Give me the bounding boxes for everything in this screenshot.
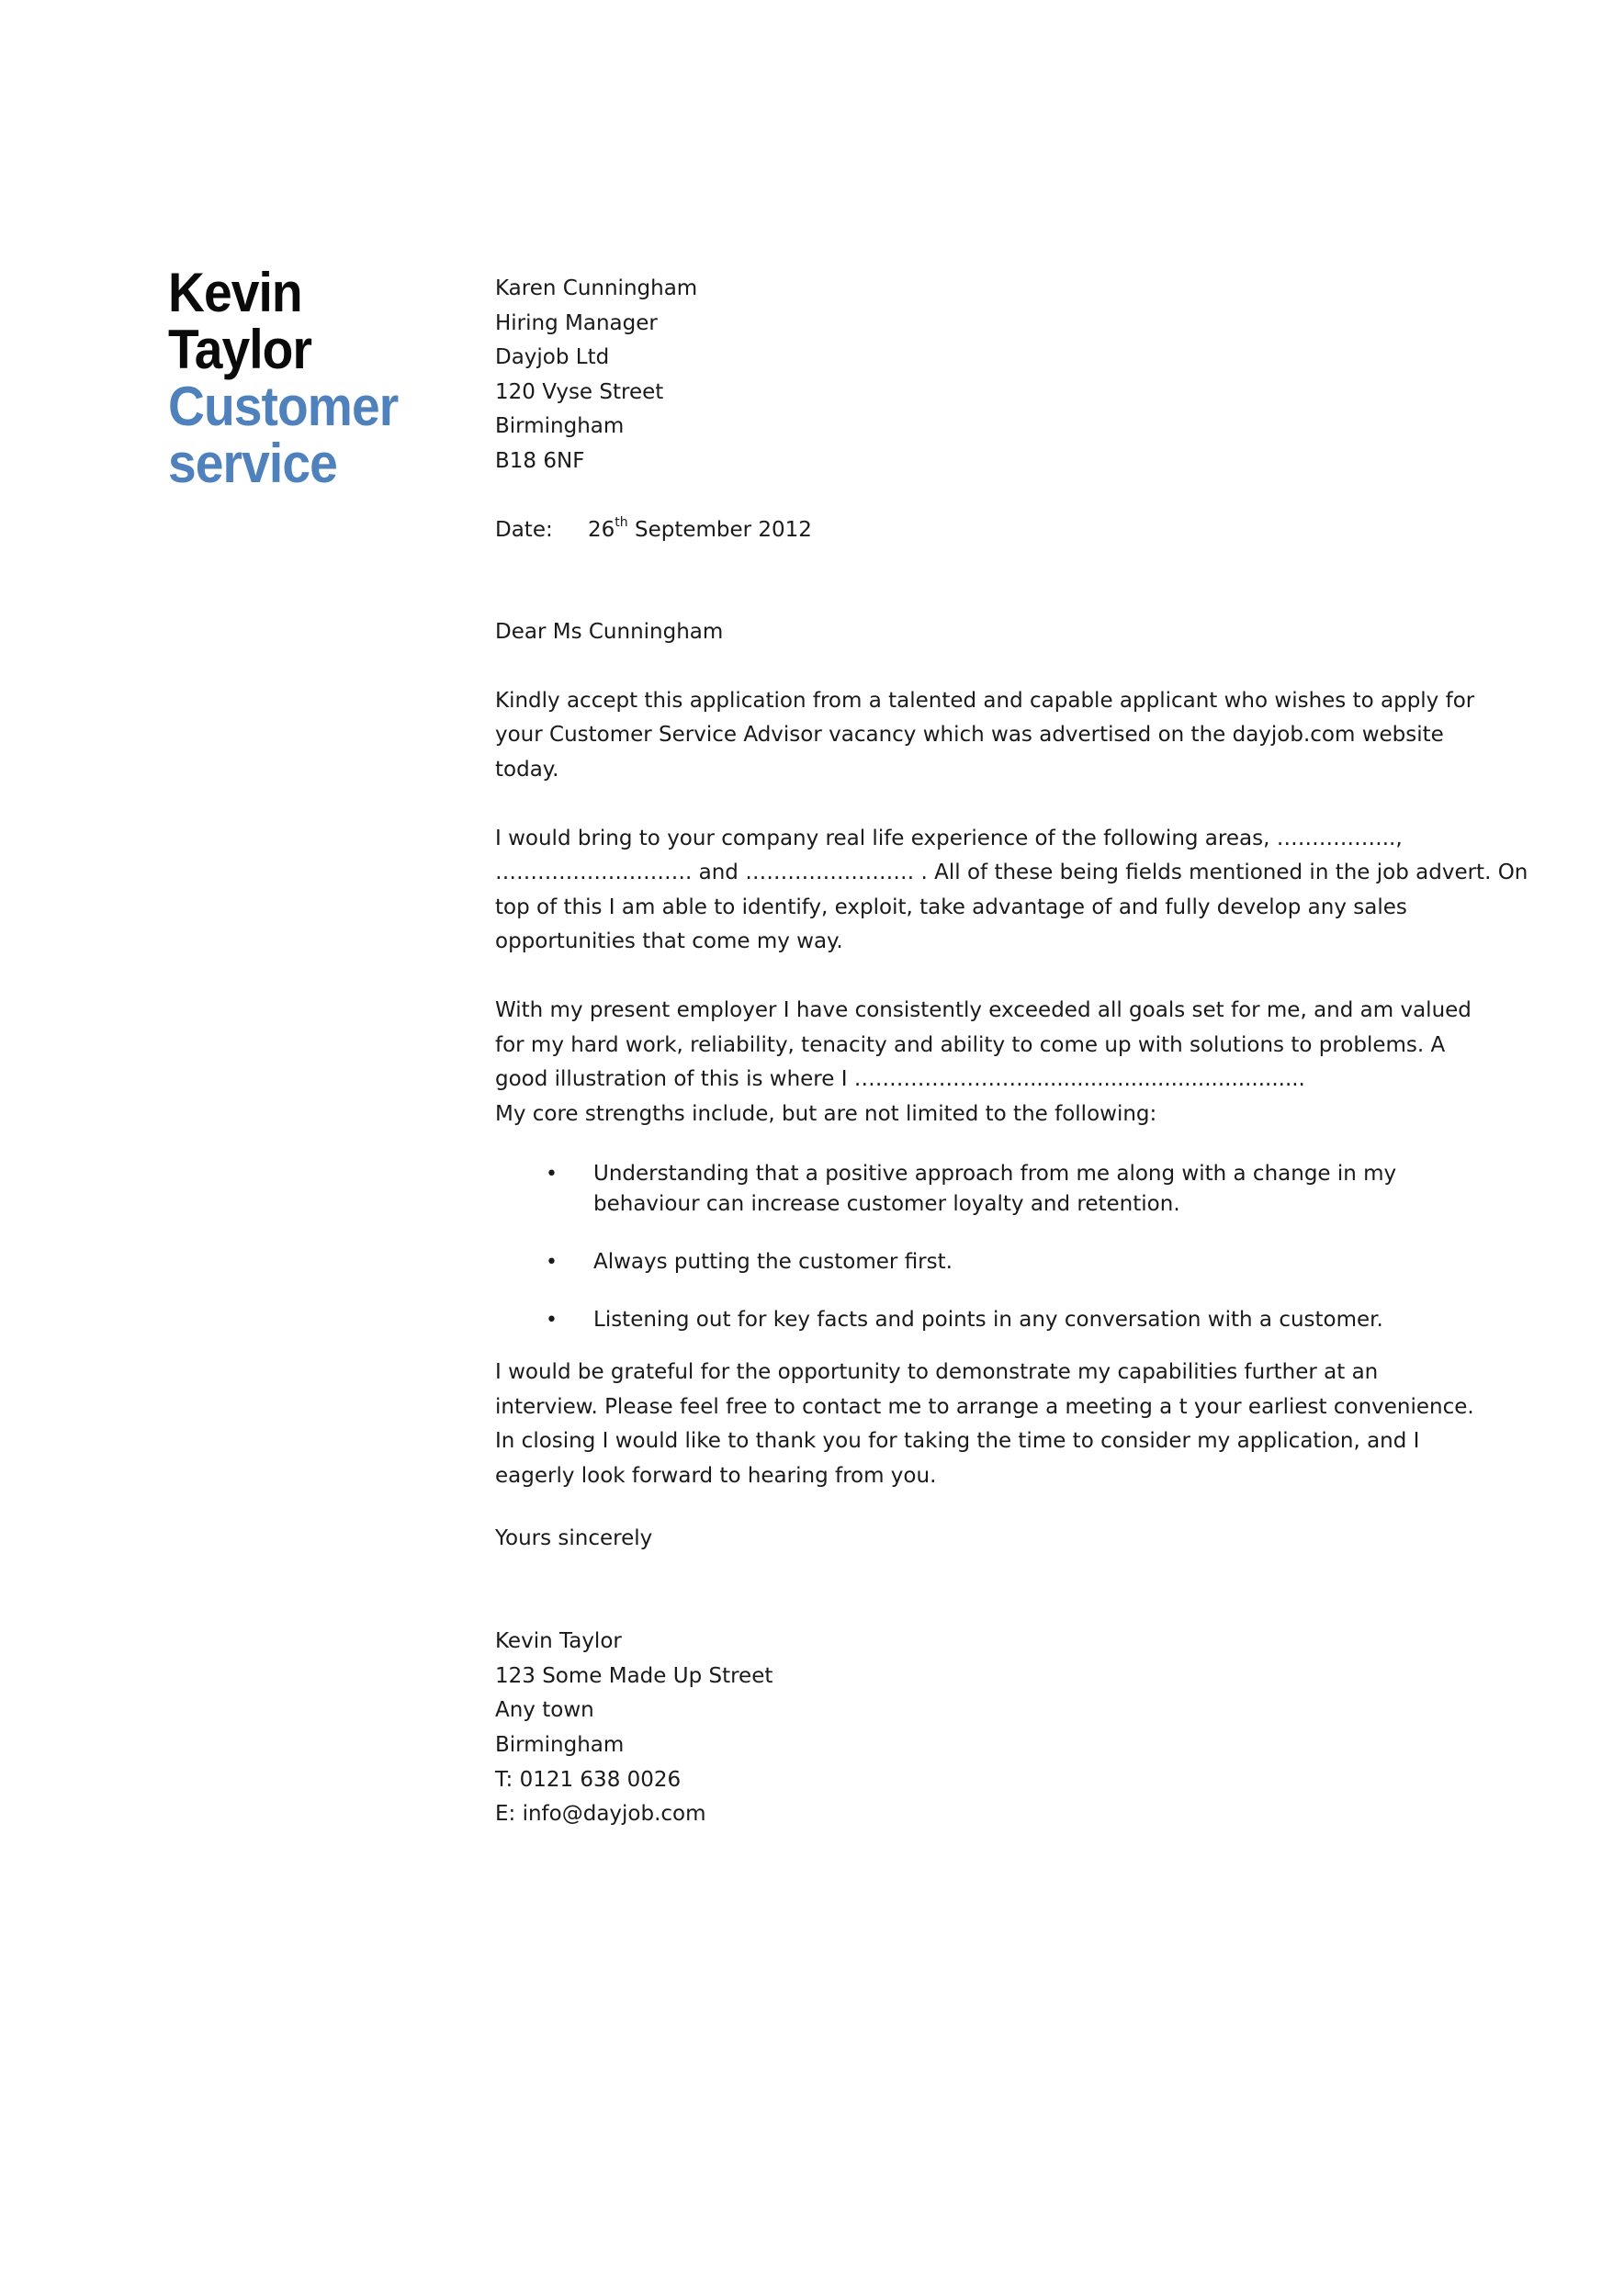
recipient-address: [495, 272, 1432, 479]
letterhead-last-name: Taylor: [168, 319, 312, 380]
list-item: [495, 1305, 1432, 1335]
bullet-icon: •: [546, 1163, 558, 1187]
sender-name: Kevin Taylor: [495, 1629, 622, 1654]
sender-email: E: info@dayjob.com: [495, 1802, 706, 1827]
sender-details: [495, 1625, 1432, 1832]
paragraph-line: My core strengths include, but are not limited to the following:: [495, 1101, 1157, 1126]
paragraph-employer: [495, 994, 1472, 1131]
bullet-icon: •: [546, 1251, 558, 1275]
paragraph-line: your Customer Service Advisor vacancy which was advertised on the dayjob.com website: [495, 723, 1444, 748]
letterhead-first-name: Kevin: [168, 262, 302, 323]
paragraph-line: Kindly accept this application from a talented and capable applicant who wishes to apply for: [495, 688, 1475, 713]
date-month-year: September 2012: [634, 517, 812, 542]
sender-town: Any town: [495, 1698, 594, 1723]
recipient-city: Birmingham: [495, 414, 625, 439]
date-suffix: th: [615, 514, 628, 530]
paragraph-line: ………………………. and …………………… . All of these being fields mentioned in the job advert. On: [495, 861, 1528, 885]
sender-city: Birmingham: [495, 1733, 625, 1758]
letterhead-role-line-1: Customer: [168, 376, 399, 437]
recipient-company: Dayjob Ltd: [495, 345, 610, 370]
paragraph-line: today.: [495, 757, 559, 782]
paragraph-line: With my present employer I have consistently exceeded all goals set for me, and am valued: [495, 997, 1472, 1022]
paragraph-line: good illustration of this is where I ……………………..........................................: [495, 1067, 1305, 1092]
letterhead: [168, 264, 471, 492]
list-item-text: Always putting the customer first.: [593, 1250, 953, 1275]
paragraph-line: top of this I am able to identify, exploit, take advantage of and fully develop any sales: [495, 895, 1407, 919]
paragraph-line: interview. Please feel free to contact me to arrange a meeting a t your earliest convenience.: [495, 1394, 1474, 1419]
paragraph-line: eagerly look forward to hearing from you.: [495, 1464, 937, 1489]
salutation: Dear Ms Cunningham: [495, 620, 724, 645]
letterhead-role-line-2: service: [168, 433, 337, 494]
recipient-postcode: B18 6NF: [495, 448, 585, 473]
recipient-street: 120 Vyse Street: [495, 379, 664, 404]
paragraph-line: for my hard work, reliability, tenacity and ability to come up with solutions to problems. A: [495, 1032, 1446, 1057]
date-day: 26: [588, 517, 615, 542]
paragraph-line: I would be grateful for the opportunity to demonstrate my capabilities further at an: [495, 1360, 1379, 1385]
letter-date: [495, 513, 1432, 548]
list-item-text: Listening out for key facts and points in any conversation with a customer.: [593, 1308, 1383, 1333]
bullet-icon: •: [546, 1309, 558, 1333]
paragraph-intro: [495, 684, 1475, 788]
letter-body: [495, 272, 1528, 1832]
list-item-text: behaviour can increase customer loyalty and retention.: [593, 1192, 1180, 1217]
paragraph-line: I would bring to your company real life experience of the following areas, ……………..,: [495, 826, 1403, 850]
list-item-text: Understanding that a positive approach from me along with a change in my: [593, 1162, 1397, 1187]
paragraph-line: In closing I would like to thank you for taking the time to consider my application, and I: [495, 1429, 1420, 1454]
paragraph-closing: [495, 1356, 1474, 1493]
paragraph-experience: [495, 822, 1528, 960]
strengths-list: [495, 1159, 1432, 1335]
list-item: [495, 1159, 1432, 1220]
list-item: [495, 1247, 1432, 1277]
recipient-title: Hiring Manager: [495, 310, 658, 335]
paragraph-line: opportunities that come my way.: [495, 929, 843, 954]
sender-street: 123 Some Made Up Street: [495, 1663, 773, 1688]
recipient-name: Karen Cunningham: [495, 276, 698, 300]
date-label: Date:: [495, 517, 553, 542]
sender-phone: T: 0121 638 0026: [495, 1767, 682, 1792]
valediction: Yours sincerely: [495, 1525, 653, 1550]
